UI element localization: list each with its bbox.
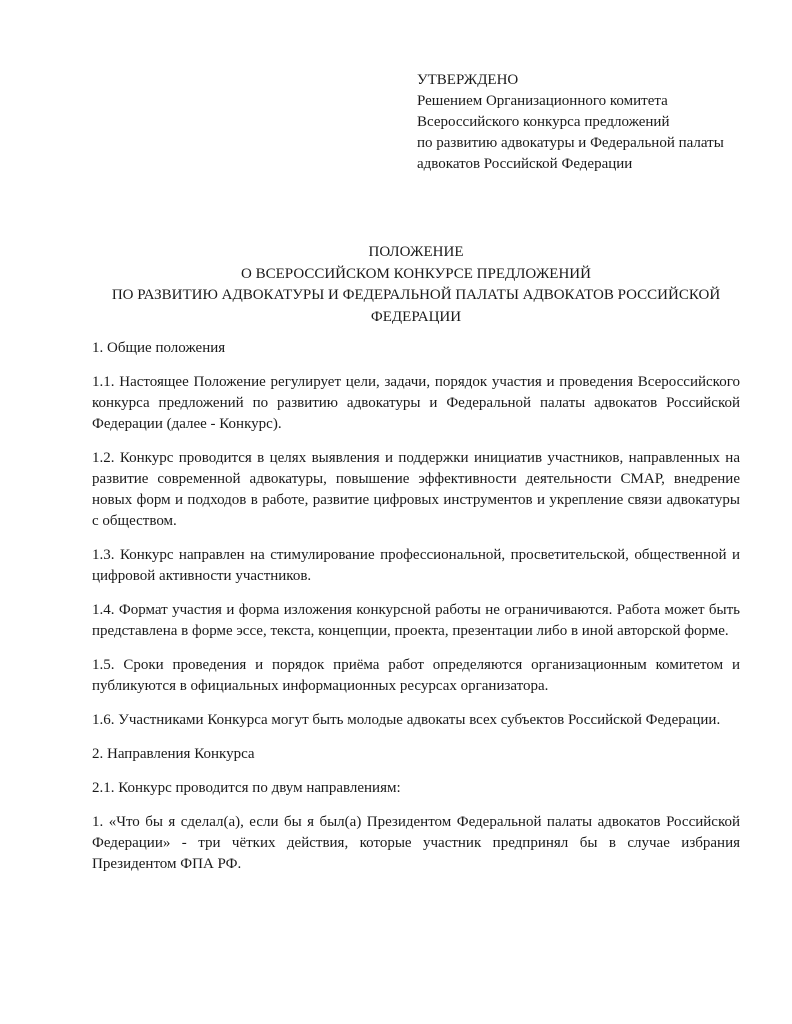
paragraph-2-1: 2.1. Конкурс проводится по двум направлениям: [92,780,401,796]
title-line: ПО РАЗВИТИЮ АДВОКАТУРЫ И ФЕДЕРАЛЬНОЙ ПАЛАТЫ АДВОКАТОВ РОССИЙСКОЙ ФЕДЕРАЦИИ [111,287,721,325]
section-heading-general: 1. Общие положения [92,340,226,356]
approval-line: по развитию адвокатуры и Федеральной палаты [417,135,724,151]
paragraph-1-1: 1.1. Настоящее Положение регулирует цели, задачи, порядок участия и проведения Всероссийского конкурса предложений по развитию адвокатуры и Федеральной палаты адвокатов Российской Федерации (далее - Конкурс). [92,374,740,432]
title-line: О ВСЕРОССИЙСКОМ КОНКУРСЕ ПРЕДЛОЖЕНИЙ [241,265,591,282]
paragraph-1-6: 1.6. Участниками Конкурса могут быть молодые адвокаты всех субъектов Российской Федерации. [92,712,721,728]
paragraph-1-5: 1.5. Сроки проведения и порядок приёма работ определяются организационным комитетом и публикуются в официальных информационных ресурсах организатора. [92,657,740,694]
approval-line: Всероссийского конкурса предложений [417,114,670,130]
approval-block [417,70,757,175]
title-line: ПОЛОЖЕНИЕ [368,244,464,260]
document-title [92,242,740,328]
approval-line: УТВЕРЖДЕНО [417,72,519,88]
section-heading-directions: 2. Направления Конкурса [92,746,255,762]
paragraph-1-2: 1.2. Конкурс проводится в целях выявления и поддержки инициатив участников, направленных на развитие современной адвокатуры, повышение эффективности деятельности СМАР, внедрение новых форм и подходов в работе, развитие цифровых инструментов и укрепление связи адвокатуры с обществом. [92,450,740,529]
document-body [92,338,740,888]
paragraph-direction-1: 1. «Что бы я сделал(а), если бы я был(а) Президентом Федеральной палаты адвокатов Российской Федерации» - три чётких действия, которые участник предпринял бы в случае избрания Президентом ФПА РФ. [92,814,740,872]
paragraph-1-3: 1.3. Конкурс направлен на стимулирование профессиональной, просветительской, общественной и цифровой активности участников. [92,547,740,584]
paragraph-1-4: 1.4. Формат участия и форма изложения конкурсной работы не ограничиваются. Работа может быть представлена в форме эссе, текста, концепции, проекта, презентации либо в иной авторской форме. [92,602,740,639]
approval-line: Решением Организационного комитета [417,93,668,109]
approval-line: адвокатов Российской Федерации [417,156,633,172]
